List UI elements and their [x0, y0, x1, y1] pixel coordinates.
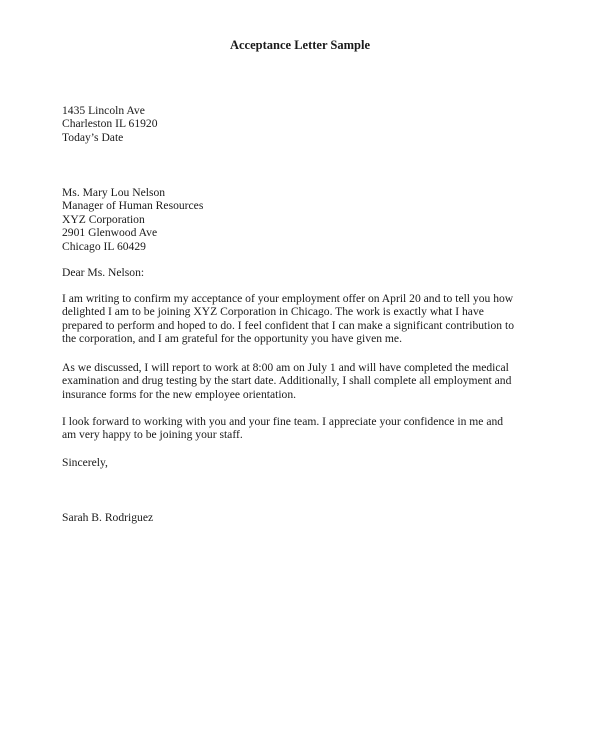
paragraph-line: am very happy to be joining your staff.	[62, 428, 243, 442]
body-paragraph-3	[62, 415, 532, 442]
paragraph-line: examination and drug testing by the start date. Additionally, I shall complete all employment and	[62, 374, 512, 388]
sender-street: 1435 Lincoln Ave	[62, 104, 145, 117]
recipient-company: XYZ Corporation	[62, 212, 145, 226]
letter-title: Acceptance Letter Sample	[229, 38, 370, 52]
sender-city: Charleston IL 61920	[62, 117, 158, 131]
paragraph-line: the corporation, and I am grateful for the opportunity you have given me.	[62, 332, 402, 346]
body-paragraph-2	[62, 361, 532, 401]
paragraph-line: delighted I am to be joining XYZ Corporation in Chicago. The work is exactly what I have	[62, 305, 484, 319]
sender-address	[62, 104, 532, 144]
paragraph-line: insurance forms for the new employee orientation.	[62, 387, 297, 401]
paragraph-line: prepared to perform and hoped to do. I feel confident that I can make a significant contribution to	[62, 318, 514, 332]
paragraph-line: I look forward to working with you and your fine team. I appreciate your confidence in me and	[62, 415, 504, 428]
recipient-address	[62, 186, 532, 253]
recipient-position: Manager of Human Resources	[62, 199, 204, 213]
recipient-name: Ms. Mary Lou Nelson	[62, 186, 166, 199]
paragraph-line: I am writing to confirm my acceptance of your employment offer on April 20 and to tell you how	[62, 292, 514, 305]
body-paragraph-1	[62, 292, 532, 346]
signature-name: Sarah B. Rodriguez	[62, 511, 154, 524]
closing: Sincerely,	[62, 456, 108, 469]
paragraph-line: As we discussed, I will report to work at 8:00 am on July 1 and will have completed the medical	[62, 361, 509, 374]
recipient-street: 2901 Glenwood Ave	[62, 226, 158, 240]
salutation: Dear Ms. Nelson:	[62, 266, 145, 279]
letter-date: Today’s Date	[62, 130, 124, 144]
recipient-city: Chicago IL 60429	[62, 239, 146, 253]
